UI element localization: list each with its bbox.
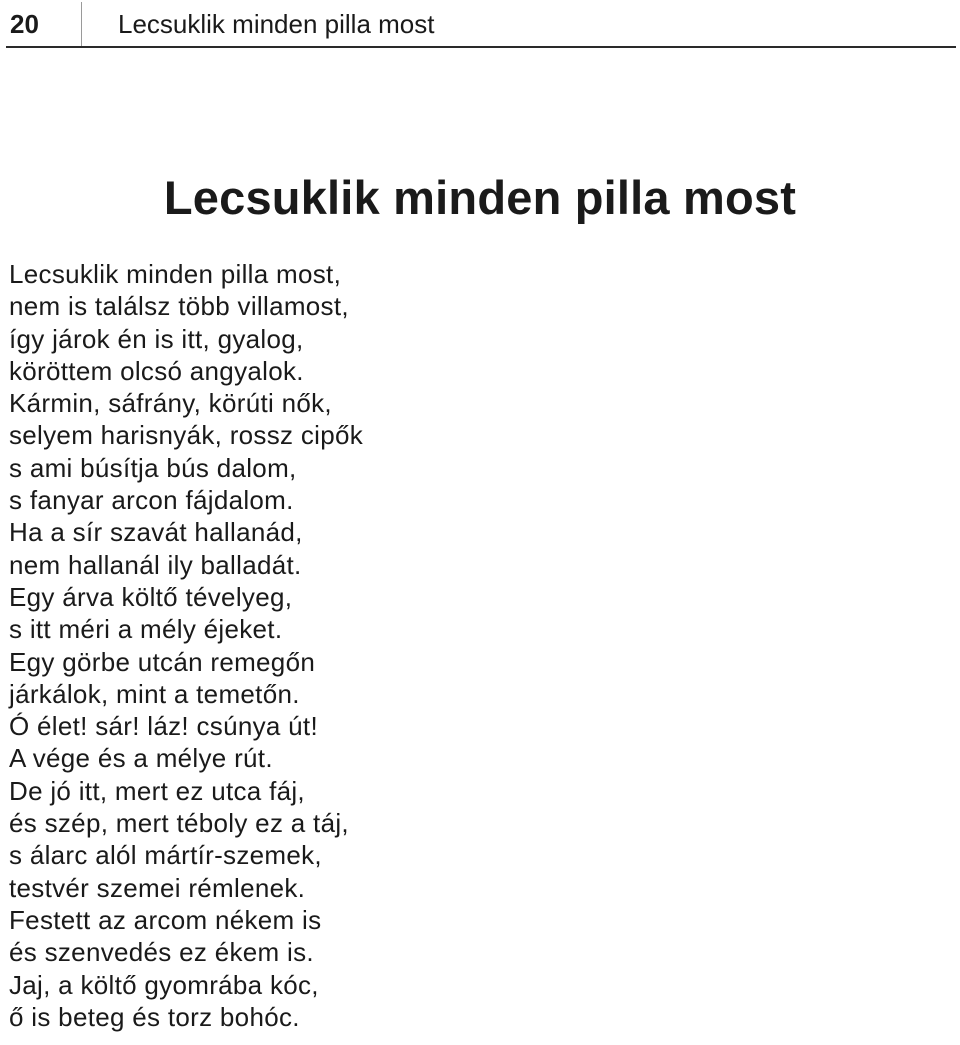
header-divider: [81, 2, 82, 46]
poem-line: és szép, mert téboly ez a táj,: [9, 808, 349, 839]
poem-line: s ami búsítja bús dalom,: [9, 452, 297, 483]
poem-line: Lecsuklik minden pilla most,: [9, 259, 342, 289]
running-title: Lecsuklik minden pilla most: [118, 9, 435, 39]
poem-line: így járok én is itt, gyalog,: [9, 323, 304, 354]
poem-line: s itt méri a mély éjeket.: [9, 614, 283, 645]
poem-line: s fanyar arcon fájdalom.: [9, 485, 294, 516]
poem-line: járkálok, mint a temetőn.: [9, 678, 300, 709]
poem-line: Jaj, a költő gyomrába kóc,: [9, 969, 319, 1000]
poem-line: De jó itt, mert ez utca fáj,: [9, 775, 305, 806]
poem-line: Festett az arcom nékem is: [9, 904, 322, 935]
poem-title: Lecsuklik minden pilla most: [163, 171, 797, 224]
poem-line: ő is beteg és torz bohóc.: [9, 1001, 300, 1032]
poem-line: köröttem olcsó angyalok.: [9, 355, 304, 386]
poem-line: Ó élet! sár! láz! csúnya út!: [9, 711, 318, 742]
poem-line: és szenvedés ez ékem is.: [9, 937, 314, 968]
poem-line: Egy árva költő tévelyeg,: [9, 581, 293, 612]
running-header: [6, 0, 956, 48]
poem-line: A vége és a mélye rút.: [9, 743, 273, 774]
poem-line: Egy görbe utcán remegőn: [9, 646, 316, 677]
poem-line: Ha a sír szavát hallanád,: [9, 517, 303, 548]
poem-line: nem is találsz több villamost,: [9, 291, 349, 322]
poem-line: selyem harisnyák, rossz cipők: [9, 420, 364, 451]
poem-body: [9, 258, 363, 1033]
poem-line: testvér szemei rémlenek.: [9, 872, 306, 903]
poem-line: nem hallanál ily balladát.: [9, 549, 302, 580]
poem-line: Kármin, sáfrány, körúti nők,: [9, 388, 332, 419]
page-number: 20: [10, 9, 39, 39]
poem-line: s álarc alól mártír-szemek,: [9, 840, 322, 871]
